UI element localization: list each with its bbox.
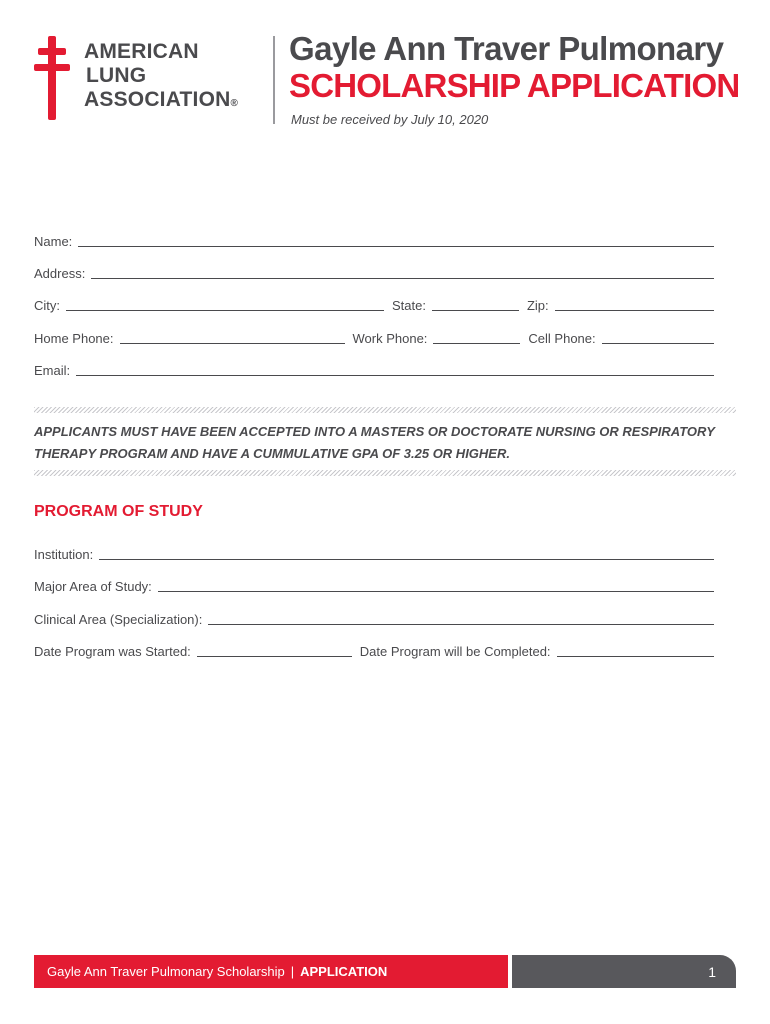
footer-separator: | — [290, 964, 295, 979]
major-field[interactable] — [158, 579, 714, 592]
zip-label: Zip: — [526, 298, 549, 313]
clinical-row — [34, 609, 714, 627]
eligibility-requirement: APPLICANTS MUST HAVE BEEN ACCEPTED INTO A MASTERS OR DOCTORATE NURSING OR RESPIRATORY THERAPY PROGRAM AND HAVE A CUMMULATIVE GPA OF 3.25 OR HIGHER. — [34, 424, 715, 461]
title-line-2: SCHOLARSHIP APPLICATION — [289, 67, 740, 104]
date-started-label: Date Program was Started: — [34, 644, 191, 659]
state-label: State: — [392, 298, 426, 313]
clinical-field[interactable] — [208, 612, 714, 625]
american-lung-association-logo — [34, 36, 264, 120]
footer-page-bar — [512, 955, 736, 988]
hatched-divider-bottom — [34, 470, 736, 476]
date-started-field[interactable] — [197, 644, 352, 657]
home-phone-field[interactable] — [120, 331, 345, 344]
page-number: 1 — [708, 963, 716, 980]
date-completed-label: Date Program will be Completed: — [359, 644, 551, 659]
institution-label: Institution: — [34, 547, 94, 562]
email-label: Email: — [34, 363, 71, 378]
footer-title-bar — [34, 955, 508, 988]
logo-line-3: ASSOCIATION® — [84, 88, 239, 111]
zip-field[interactable] — [555, 298, 714, 311]
name-row — [34, 231, 714, 249]
home-phone-label: Home Phone: — [34, 331, 114, 346]
address-field[interactable] — [91, 266, 714, 279]
logo-line-2: LUNG — [86, 64, 147, 87]
city-field[interactable] — [66, 298, 384, 311]
logo-line-1: AMERICAN — [84, 40, 199, 63]
email-row — [34, 360, 714, 378]
footer-section-label: APPLICATION — [300, 964, 388, 979]
cell-phone-field[interactable] — [602, 331, 714, 344]
program-dates-row — [34, 641, 714, 659]
header-divider — [273, 36, 275, 124]
clinical-label: Clinical Area (Specialization): — [34, 612, 203, 627]
registered-mark: ® — [230, 98, 239, 109]
state-field[interactable] — [432, 298, 519, 311]
date-completed-field[interactable] — [557, 644, 714, 657]
hatched-divider-top — [34, 407, 736, 413]
address-row — [34, 263, 714, 281]
deadline-note: Must be received by July 10, 2020 — [291, 112, 489, 127]
logo-wordmark — [84, 40, 238, 116]
footer-scholarship-name: Gayle Ann Traver Pulmonary Scholarship — [47, 964, 285, 979]
institution-row — [34, 544, 714, 562]
name-label: Name: — [34, 234, 73, 249]
title-line-1: Gayle Ann Traver Pulmonary — [289, 30, 724, 67]
major-row — [34, 576, 714, 594]
city-label: City: — [34, 298, 60, 313]
program-of-study-heading: PROGRAM OF STUDY — [34, 503, 203, 520]
institution-field[interactable] — [99, 547, 714, 560]
work-phone-label: Work Phone: — [352, 331, 428, 346]
cell-phone-label: Cell Phone: — [528, 331, 596, 346]
work-phone-field[interactable] — [433, 331, 520, 344]
lorraine-cross-icon — [34, 36, 70, 120]
name-field[interactable] — [78, 234, 714, 247]
address-label: Address: — [34, 266, 86, 281]
major-label: Major Area of Study: — [34, 579, 152, 594]
email-field[interactable] — [76, 363, 714, 376]
phones-row — [34, 328, 714, 346]
city-state-zip-row — [34, 295, 714, 313]
